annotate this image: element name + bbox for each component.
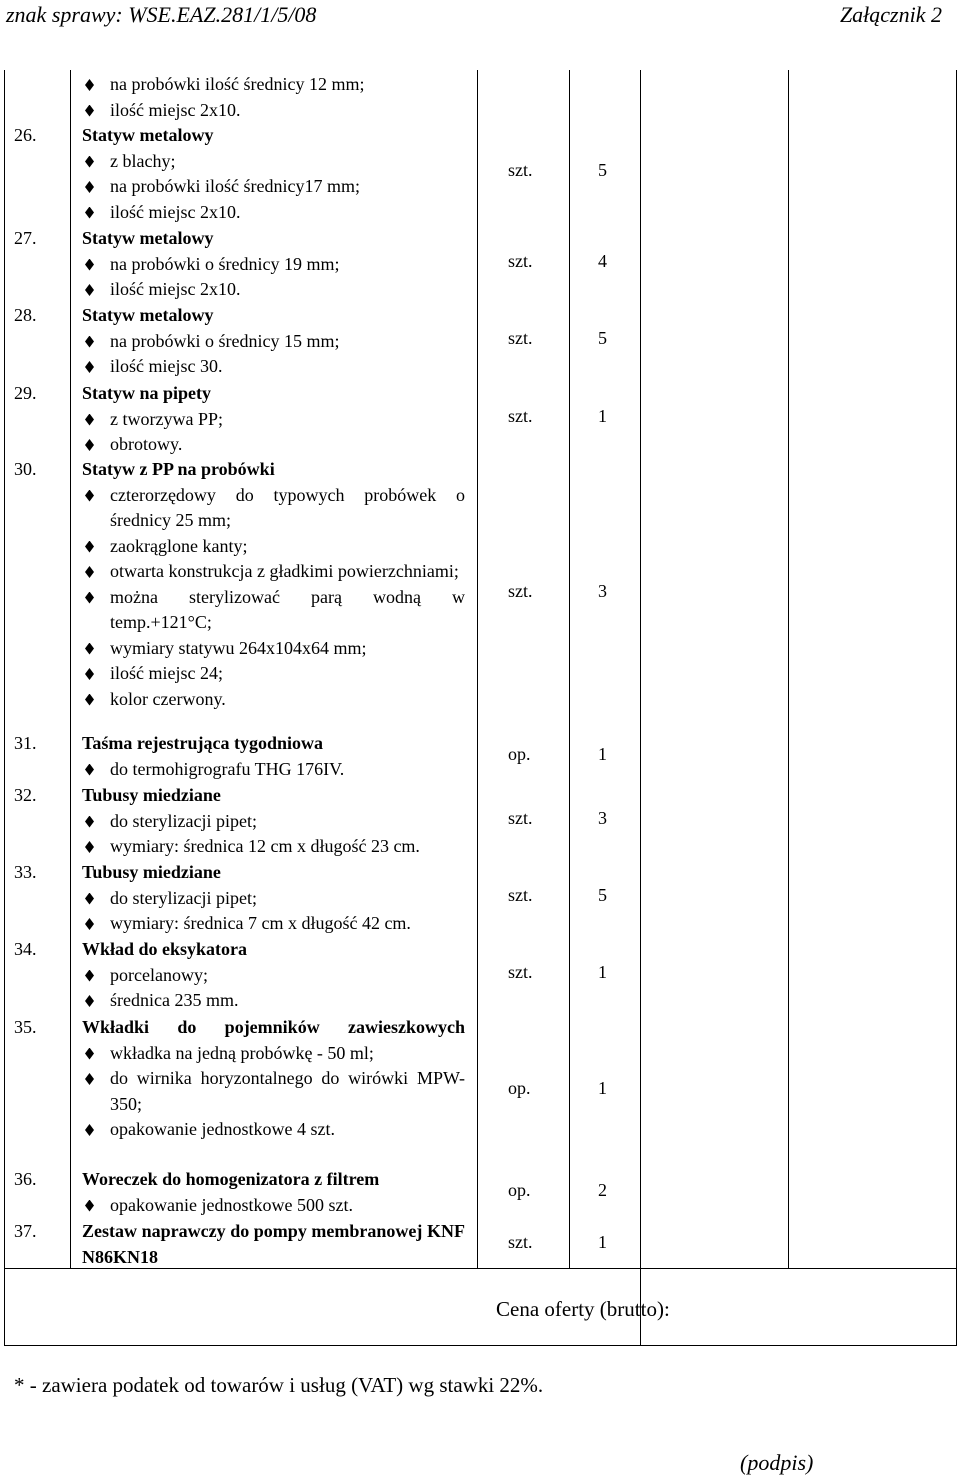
item-name: Wkład do eksykatora (82, 939, 248, 959)
unit-cell: op. (508, 1078, 531, 1098)
spec-text: średnica 235 mm. (110, 990, 239, 1010)
diamond-bullet-icon (85, 643, 94, 655)
table-row (14, 457, 465, 712)
unit-cell: szt. (508, 962, 533, 982)
table-row (14, 860, 465, 937)
table-row (14, 937, 465, 1014)
unit-cell: szt. (508, 160, 533, 180)
item-name: Statyw metalowy (82, 228, 214, 248)
spec-text: do sterylizacji pipet; (110, 887, 257, 908)
diamond-bullet-icon (85, 259, 94, 271)
item-number: 31. (14, 733, 37, 753)
spec-text: na probówki ilość średnicy17 mm; (110, 176, 360, 196)
spec-text: obrotowy. (110, 434, 183, 454)
table-row (14, 1219, 465, 1270)
quantity-cell: 1 (598, 1232, 607, 1252)
item-number: 30. (14, 459, 37, 479)
quantity-cell: 1 (598, 406, 607, 426)
diamond-bullet-icon (85, 995, 94, 1007)
diamond-bullet-icon (85, 970, 94, 982)
diamond-bullet-icon (85, 414, 94, 426)
spec-text: wkładka na jedną probówkę - 50 ml; (110, 1042, 374, 1063)
diamond-bullet-icon (85, 764, 94, 776)
quantity-cell: 5 (598, 160, 607, 180)
unit-cell: szt. (508, 885, 533, 905)
table-row (14, 1015, 465, 1143)
diamond-bullet-icon (85, 1073, 94, 1085)
item-number: 33. (14, 862, 37, 882)
spec-text: ilość miejsc 30. (110, 356, 223, 376)
diamond-bullet-icon (85, 816, 94, 828)
diamond-bullet-icon (85, 841, 94, 853)
table-row (14, 731, 465, 782)
spec-text: wymiary: średnica 12 cm x długość 23 cm. (110, 836, 420, 856)
table-row (14, 303, 465, 380)
diamond-bullet-icon (85, 566, 94, 578)
table-border-left (4, 70, 5, 1346)
table-row (14, 381, 465, 458)
spec-text: wymiary statywu 264x104x64 mm; (110, 637, 367, 658)
spec-text: ilość miejsc 24; (110, 663, 223, 683)
diamond-bullet-icon (85, 694, 94, 706)
item-name: Zestaw naprawczy do pompy membranowej KNF N86KN18 (82, 1221, 465, 1267)
item-name: Taśma rejestrująca tygodniowa (82, 733, 323, 753)
table-border-right (956, 70, 957, 1346)
quantity-cell: 5 (598, 328, 607, 348)
spec-text: na probówki o średnicy 15 mm; (110, 330, 340, 351)
offer-price-label: Cena oferty (brutto): (496, 1297, 670, 1321)
table-col-divider-5 (788, 70, 789, 1268)
spec-text: porcelanowy; (110, 964, 208, 985)
item-name: Statyw metalowy (82, 125, 214, 145)
unit-cell: szt. (508, 251, 533, 271)
spec-text: wymiary: średnica 7 cm x długość 42 cm. (110, 913, 411, 933)
table-row (14, 123, 465, 225)
spec-text: do sterylizacji pipet; (110, 810, 257, 831)
table-col-divider-4 (640, 70, 641, 1346)
item-name: Tubusy miedziane (82, 785, 221, 805)
item-number: 34. (14, 939, 37, 959)
diamond-bullet-icon (85, 490, 94, 502)
unit-cell: szt. (508, 581, 533, 601)
diamond-bullet-icon (85, 336, 94, 348)
item-number: 35. (14, 1017, 37, 1037)
spec-bullet: na probówki ilość średnicy 12 mm; (82, 72, 465, 98)
diamond-bullet-icon (85, 105, 94, 117)
spec-text: do wirnika horyzontalnego do wirówki MPW-350; (110, 1068, 465, 1114)
diamond-bullet-icon (85, 918, 94, 930)
diamond-bullet-icon (85, 181, 94, 193)
quantity-cell: 4 (598, 251, 607, 271)
item-number: 27. (14, 228, 37, 248)
item-name: Statyw na pipety (82, 383, 212, 403)
item-number: 36. (14, 1169, 37, 1189)
quantity-cell: 2 (598, 1180, 607, 1200)
spec-text: można sterylizować parą wodną w temp.+121°C; (110, 586, 465, 632)
diamond-bullet-icon (85, 541, 94, 553)
signature-placeholder: (podpis) (740, 1450, 814, 1475)
diamond-bullet-icon (85, 1200, 94, 1212)
item-number: 29. (14, 383, 37, 403)
item-number: 26. (14, 125, 37, 145)
item-name: Statyw z PP na probówki (82, 459, 275, 479)
spec-text: kolor czerwony. (110, 688, 226, 709)
quantity-cell: 1 (598, 962, 607, 982)
diamond-bullet-icon (85, 156, 94, 168)
diamond-bullet-icon (85, 893, 94, 905)
diamond-bullet-icon (85, 79, 94, 91)
spec-text: opakowanie jednostkowe 500 szt. (110, 1194, 353, 1215)
table-row (14, 1167, 465, 1218)
diamond-bullet-icon (85, 592, 94, 604)
vat-footnote: * - zawiera podatek od towarów i usług (VAT) wg stawki 22%. (14, 1373, 544, 1397)
unit-cell: szt. (508, 406, 533, 426)
diamond-bullet-icon (85, 284, 94, 296)
attachment-label: Załącznik 2 (839, 2, 942, 27)
spec-text: otwarta konstrukcja z gładkimi powierzchniami; (110, 561, 459, 581)
table-row (14, 226, 465, 303)
spec-text: ilość miejsc 2x10. (110, 279, 241, 299)
spec-text: ilość miejsc 2x10. (110, 201, 241, 222)
unit-cell: szt. (508, 1232, 533, 1252)
item-name: Tubusy miedziane (82, 862, 221, 882)
case-number: znak sprawy: WSE.EAZ.281/1/5/08 (6, 2, 317, 27)
spec-bullet: ilość miejsc 2x10. (82, 98, 465, 124)
item-name: Wkładki do pojemników zawieszkowych (82, 1017, 465, 1037)
quantity-cell: 3 (598, 808, 607, 828)
spec-text: z blachy; (110, 150, 176, 171)
item-number: 28. (14, 305, 37, 325)
item-number: 37. (14, 1221, 37, 1241)
unit-cell: op. (508, 1180, 531, 1200)
unit-cell: szt. (508, 808, 533, 828)
diamond-bullet-icon (85, 668, 94, 680)
item-name: Woreczek do homogenizatora z filtrem (82, 1169, 380, 1189)
table-col-divider-3 (569, 70, 570, 1268)
item-number: 32. (14, 785, 37, 805)
diamond-bullet-icon (85, 207, 94, 219)
spec-text: na probówki o średnicy 19 mm; (110, 253, 340, 274)
table-row (14, 783, 465, 860)
quantity-cell: 5 (598, 885, 607, 905)
spec-text: zaokrąglone kanty; (110, 535, 248, 556)
quantity-cell: 1 (598, 1078, 607, 1098)
spec-text: do termohigrografu THG 176IV. (110, 758, 345, 779)
quantity-cell: 3 (598, 581, 607, 601)
unit-cell: szt. (508, 328, 533, 348)
spec-text: opakowanie jednostkowe 4 szt. (110, 1119, 335, 1139)
diamond-bullet-icon (85, 1124, 94, 1136)
diamond-bullet-icon (85, 439, 94, 451)
unit-cell: op. (508, 744, 531, 764)
continuation-cell (14, 72, 465, 123)
table-col-divider-2 (477, 70, 478, 1268)
diamond-bullet-icon (85, 361, 94, 373)
spec-text: z tworzywa PP; (110, 408, 223, 429)
item-name: Statyw metalowy (82, 305, 214, 325)
spec-text: czterorzędowy do typowych probówek o średnicy 25 mm; (110, 484, 465, 530)
table-bottom (4, 1345, 957, 1346)
quantity-cell: 1 (598, 744, 607, 764)
diamond-bullet-icon (85, 1048, 94, 1060)
